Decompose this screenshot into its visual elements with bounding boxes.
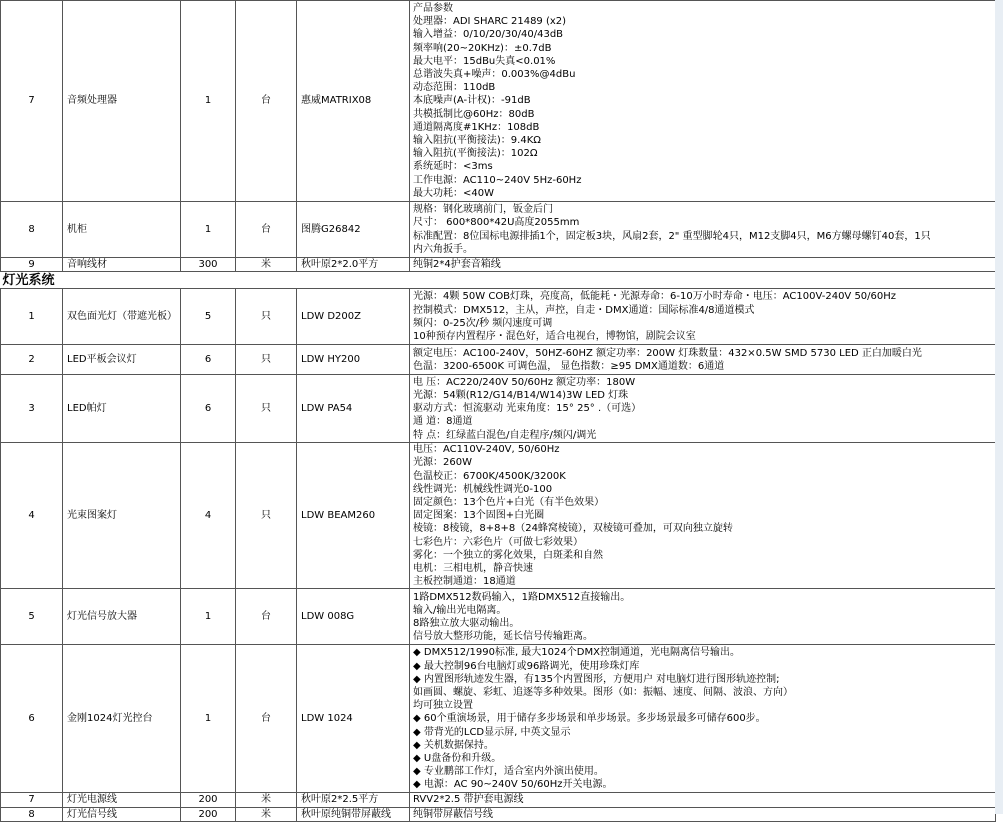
spec-line: ◆ DMX512/1990标准, 最大1024个DMX控制通道，光电隔离信号输出。 (413, 647, 740, 659)
cell-unit[interactable]: 只 (236, 345, 297, 375)
cell-item-name[interactable]: 灯光电源线 (63, 793, 181, 807)
cell-model[interactable]: 秋叶原2*2.5平方 (297, 793, 410, 807)
spec-line: 处理器：ADI SHARC 21489 (x2) (413, 16, 567, 28)
cell-unit[interactable]: 台 (236, 589, 297, 645)
spec-line: ◆ 60个重演场景，用于储存多步场景和单步场景。多步场景最多可储存600步。 (413, 713, 766, 725)
spec-line: 色温：3200-6500K 可调色温， 显色指数：≥95 DMX通道数：6通道 (413, 360, 725, 372)
cell-quantity[interactable]: 4 (181, 443, 236, 589)
cell-unit[interactable]: 只 (236, 289, 297, 345)
spec-line: 规格：钢化玻璃前门，钣金后门 (413, 204, 553, 216)
cell-model[interactable]: 图腾G26842 (297, 202, 410, 258)
table-row (1, 589, 996, 645)
spec-line: 纯铜带屏蔽信号线 (413, 808, 493, 820)
spec-line: 最大功耗：<40W (413, 187, 494, 199)
cell-unit[interactable]: 米 (236, 793, 297, 807)
spec-line: 信号放大整形功能，延长信号传输距离。 (413, 631, 593, 643)
cell-item-name[interactable]: 双色面光灯（带遮光板） (63, 289, 181, 345)
cell-item-name[interactable]: 音响线材 (63, 258, 181, 272)
spec-line: 尺寸： 600*800*42U高度2055mm (413, 217, 580, 229)
spec-line: 频率响(20~20KHz)：±0.7dB (413, 42, 552, 54)
cell-item-name[interactable]: LED平板会议灯 (63, 345, 181, 375)
cell-quantity[interactable]: 1 (181, 1, 236, 202)
spec-line: 8路独立放大驱动输出。 (413, 617, 520, 629)
table-row (1, 443, 996, 589)
spec-line: 输入阻抗(平衡接法)：102Ω (413, 148, 538, 160)
cell-item-name[interactable]: 音频处理器 (63, 1, 181, 202)
spec-line: 电 压：AC220/240V 50/60Hz 额定功率：180W (413, 376, 636, 388)
cell-unit[interactable]: 只 (236, 375, 297, 443)
spec-line: 均可独立设置 (413, 700, 473, 712)
spec-line: 本底噪声(A-计权)：-91dB (413, 95, 531, 107)
cell-specification[interactable] (410, 202, 996, 258)
spec-line: 总谐波失真+噪声：0.003%@4dBu (413, 68, 576, 80)
cell-item-number[interactable]: 6 (1, 645, 63, 793)
table-row (1, 375, 996, 443)
cell-model[interactable]: LDW PA54 (297, 375, 410, 443)
spec-line: 内六角扳手。 (413, 243, 473, 255)
cell-item-name[interactable]: 灯光信号线 (63, 807, 181, 821)
spec-line: 1路DMX512数码输入，1路DMX512直接输出。 (413, 591, 631, 603)
spec-line: 雾化：一个独立的雾化效果，白斑柔和自然 (413, 549, 603, 561)
cell-item-name[interactable]: LED帕灯 (63, 375, 181, 443)
spec-line: 产品参数 (413, 2, 453, 14)
spec-line: 最大电平：15dBu失真<0.01% (413, 55, 556, 67)
spec-line: 固定图案：13个固图+白光圈 (413, 510, 545, 522)
window-edge (995, 0, 1003, 814)
cell-quantity[interactable]: 1 (181, 589, 236, 645)
table-row (1, 258, 996, 272)
cell-unit[interactable]: 台 (236, 202, 297, 258)
cell-quantity[interactable]: 6 (181, 345, 236, 375)
cell-quantity[interactable]: 300 (181, 258, 236, 272)
spec-line: 工作电源：AC110~240V 5Hz-60Hz (413, 174, 582, 186)
cell-quantity[interactable]: 200 (181, 807, 236, 821)
table-row (1, 202, 996, 258)
cell-item-number[interactable]: 5 (1, 589, 63, 645)
cell-model[interactable]: LDW D200Z (297, 289, 410, 345)
cell-model[interactable]: LDW BEAM260 (297, 443, 410, 589)
spec-line: 标准配置：8位国标电源排插1个，固定板3块，风扇2套，2" 重型脚轮4只，M12支脚4只，M6方螺母螺钉40套，1只 (413, 230, 931, 242)
table-row (1, 793, 996, 807)
cell-model[interactable]: 惠威MATRIX08 (297, 1, 410, 202)
spec-line: 棱镜：8棱镜，8+8+8（24蜂窝棱镜），双棱镜可叠加，可双向独立旋转 (413, 523, 733, 535)
spec-line: ◆ U盘备份和升级。 (413, 752, 502, 764)
cell-unit[interactable]: 台 (236, 1, 297, 202)
spec-line: 控制模式：DMX512，主从，声控，自走・DMX通道：国际标准4/8通道模式 (413, 304, 755, 316)
cell-unit[interactable]: 只 (236, 443, 297, 589)
cell-unit[interactable]: 米 (236, 258, 297, 272)
cell-quantity[interactable]: 200 (181, 793, 236, 807)
spec-line: ◆ 最大控制96台电脑灯或96路调光，使用珍珠灯库 (413, 660, 640, 672)
spec-line: 七彩色片：六彩色片（可做七彩效果） (413, 536, 583, 548)
cell-specification[interactable] (410, 443, 996, 589)
cell-unit[interactable]: 米 (236, 807, 297, 821)
spec-line: ◆ 电源：AC 90~240V 50/60Hz开关电源。 (413, 779, 613, 791)
cell-model[interactable]: LDW 008G (297, 589, 410, 645)
cell-item-name[interactable]: 光束图案灯 (63, 443, 181, 589)
cell-quantity[interactable]: 5 (181, 289, 236, 345)
cell-quantity[interactable]: 1 (181, 202, 236, 258)
spec-line: 动态范围：110dB (413, 82, 496, 94)
table-row (1, 1, 996, 202)
spec-line: 固定颜色：13个色片+白光（有半色效果） (413, 497, 605, 509)
cell-model[interactable]: 秋叶原2*2.0平方 (297, 258, 410, 272)
spec-line: 色温校正：6700K/4500K/3200K (413, 470, 566, 482)
table-row (1, 289, 996, 345)
spec-line: 10种预存内置程序・混色好，适合电视台，博物馆，剧院会议室 (413, 330, 696, 342)
spec-line: 通 道：8通道 (413, 416, 473, 428)
spec-line: 输入/输出光电隔离。 (413, 604, 507, 616)
cell-item-number[interactable]: 3 (1, 375, 63, 443)
cell-item-number[interactable]: 7 (1, 793, 63, 807)
cell-quantity[interactable]: 1 (181, 645, 236, 793)
spec-line: 共模抵制比@60Hz：80dB (413, 108, 535, 120)
cell-unit[interactable]: 台 (236, 645, 297, 793)
spec-line: 输入增益：0/10/20/30/40/43dB (413, 29, 564, 41)
spec-line: 通道隔离度#1KHz：108dB (413, 121, 540, 133)
cell-quantity[interactable]: 6 (181, 375, 236, 443)
section-title[interactable]: 灯光系统 (1, 272, 996, 289)
spec-line: ◆ 带背光的LCD显示屏, 中英文显示 (413, 726, 571, 738)
table-row (1, 345, 996, 375)
cell-specification[interactable] (410, 375, 996, 443)
cell-item-number[interactable]: 2 (1, 345, 63, 375)
spec-line: 输入阻抗(平衡接法)：9.4KΩ (413, 135, 541, 146)
spec-line: 纯铜2*4护套音箱线 (413, 259, 501, 270)
cell-specification[interactable] (410, 1, 996, 202)
cell-specification[interactable] (410, 289, 996, 345)
cell-specification[interactable] (410, 345, 996, 375)
cell-model[interactable]: LDW HY200 (297, 345, 410, 375)
spec-line: 系统延时：<3ms (413, 161, 493, 173)
cell-specification[interactable] (410, 645, 996, 793)
spec-line: 如画圆、螺旋、彩虹、追逐等多种效果。图形（如：振幅、速度、间隔、波浪、方向） (413, 686, 793, 698)
cell-item-number[interactable]: 8 (1, 807, 63, 821)
spec-line: ◆ 专业鹏部工作灯，适合室内外演出使用。 (413, 766, 604, 778)
cell-specification[interactable] (410, 807, 996, 821)
cell-specification[interactable] (410, 793, 996, 807)
cell-model[interactable]: 秋叶原纯铜带屏蔽线 (297, 807, 410, 821)
section-header-row (1, 272, 996, 289)
cell-item-name[interactable]: 灯光信号放大器 (63, 589, 181, 645)
table-row (1, 645, 996, 793)
spec-line: 主板控制通道：18通道 (413, 576, 516, 588)
spec-line: RVV2*2.5 带护套电源线 (413, 794, 524, 806)
cell-model[interactable]: LDW 1024 (297, 645, 410, 793)
cell-item-name[interactable]: 金刚1024灯光控台 (63, 645, 181, 793)
cell-item-number[interactable]: 8 (1, 202, 63, 258)
spec-line: 线性调光：机械线性调光0-100 (413, 483, 553, 495)
spec-line: 电压：AC110V-240V, 50/60Hz (413, 444, 560, 456)
table-row (1, 807, 996, 821)
spec-line: 额定电压：AC100-240V，50HZ-60HZ 额定功率：200W 灯珠数量：432×0.5W SMD 5730 LED 正白加暖白光 (413, 347, 922, 359)
spec-line: 特 点：红绿蓝白混色/自走程序/频闪/调光 (413, 429, 597, 441)
spec-line: ◆ 关机数据保持。 (413, 739, 494, 751)
spec-line: 光源：260W (413, 457, 472, 469)
spec-line: 光源：54颗(R12/G14/B14/W14)3W LED 灯珠 (413, 389, 629, 401)
spec-line: 频闪：0-25次/秒 频闪速度可调 (413, 317, 553, 329)
spec-line: 电机：三相电机，静音快速 (413, 563, 533, 575)
spec-line: 驱动方式：恒流驱动 光束角度：15° 25° .（可选） (413, 403, 642, 415)
cell-item-name[interactable]: 机柜 (63, 202, 181, 258)
spec-line: 光源：4颗 50W COB灯珠，亮度高，低能耗・光源寿命：6-10万小时寿命・电压：AC100V-240V 50/60Hz (413, 291, 897, 303)
cell-item-number[interactable]: 9 (1, 258, 63, 272)
cell-item-number[interactable]: 7 (1, 1, 63, 202)
cell-item-number[interactable]: 1 (1, 289, 63, 345)
cell-item-number[interactable]: 4 (1, 443, 63, 589)
cell-specification[interactable] (410, 589, 996, 645)
spec-line: ◆ 内置图形轨迹发生器，有135个内置图形，方便用户 对电脑灯进行图形轨迹控制; (413, 673, 780, 685)
cell-specification[interactable] (410, 258, 996, 272)
